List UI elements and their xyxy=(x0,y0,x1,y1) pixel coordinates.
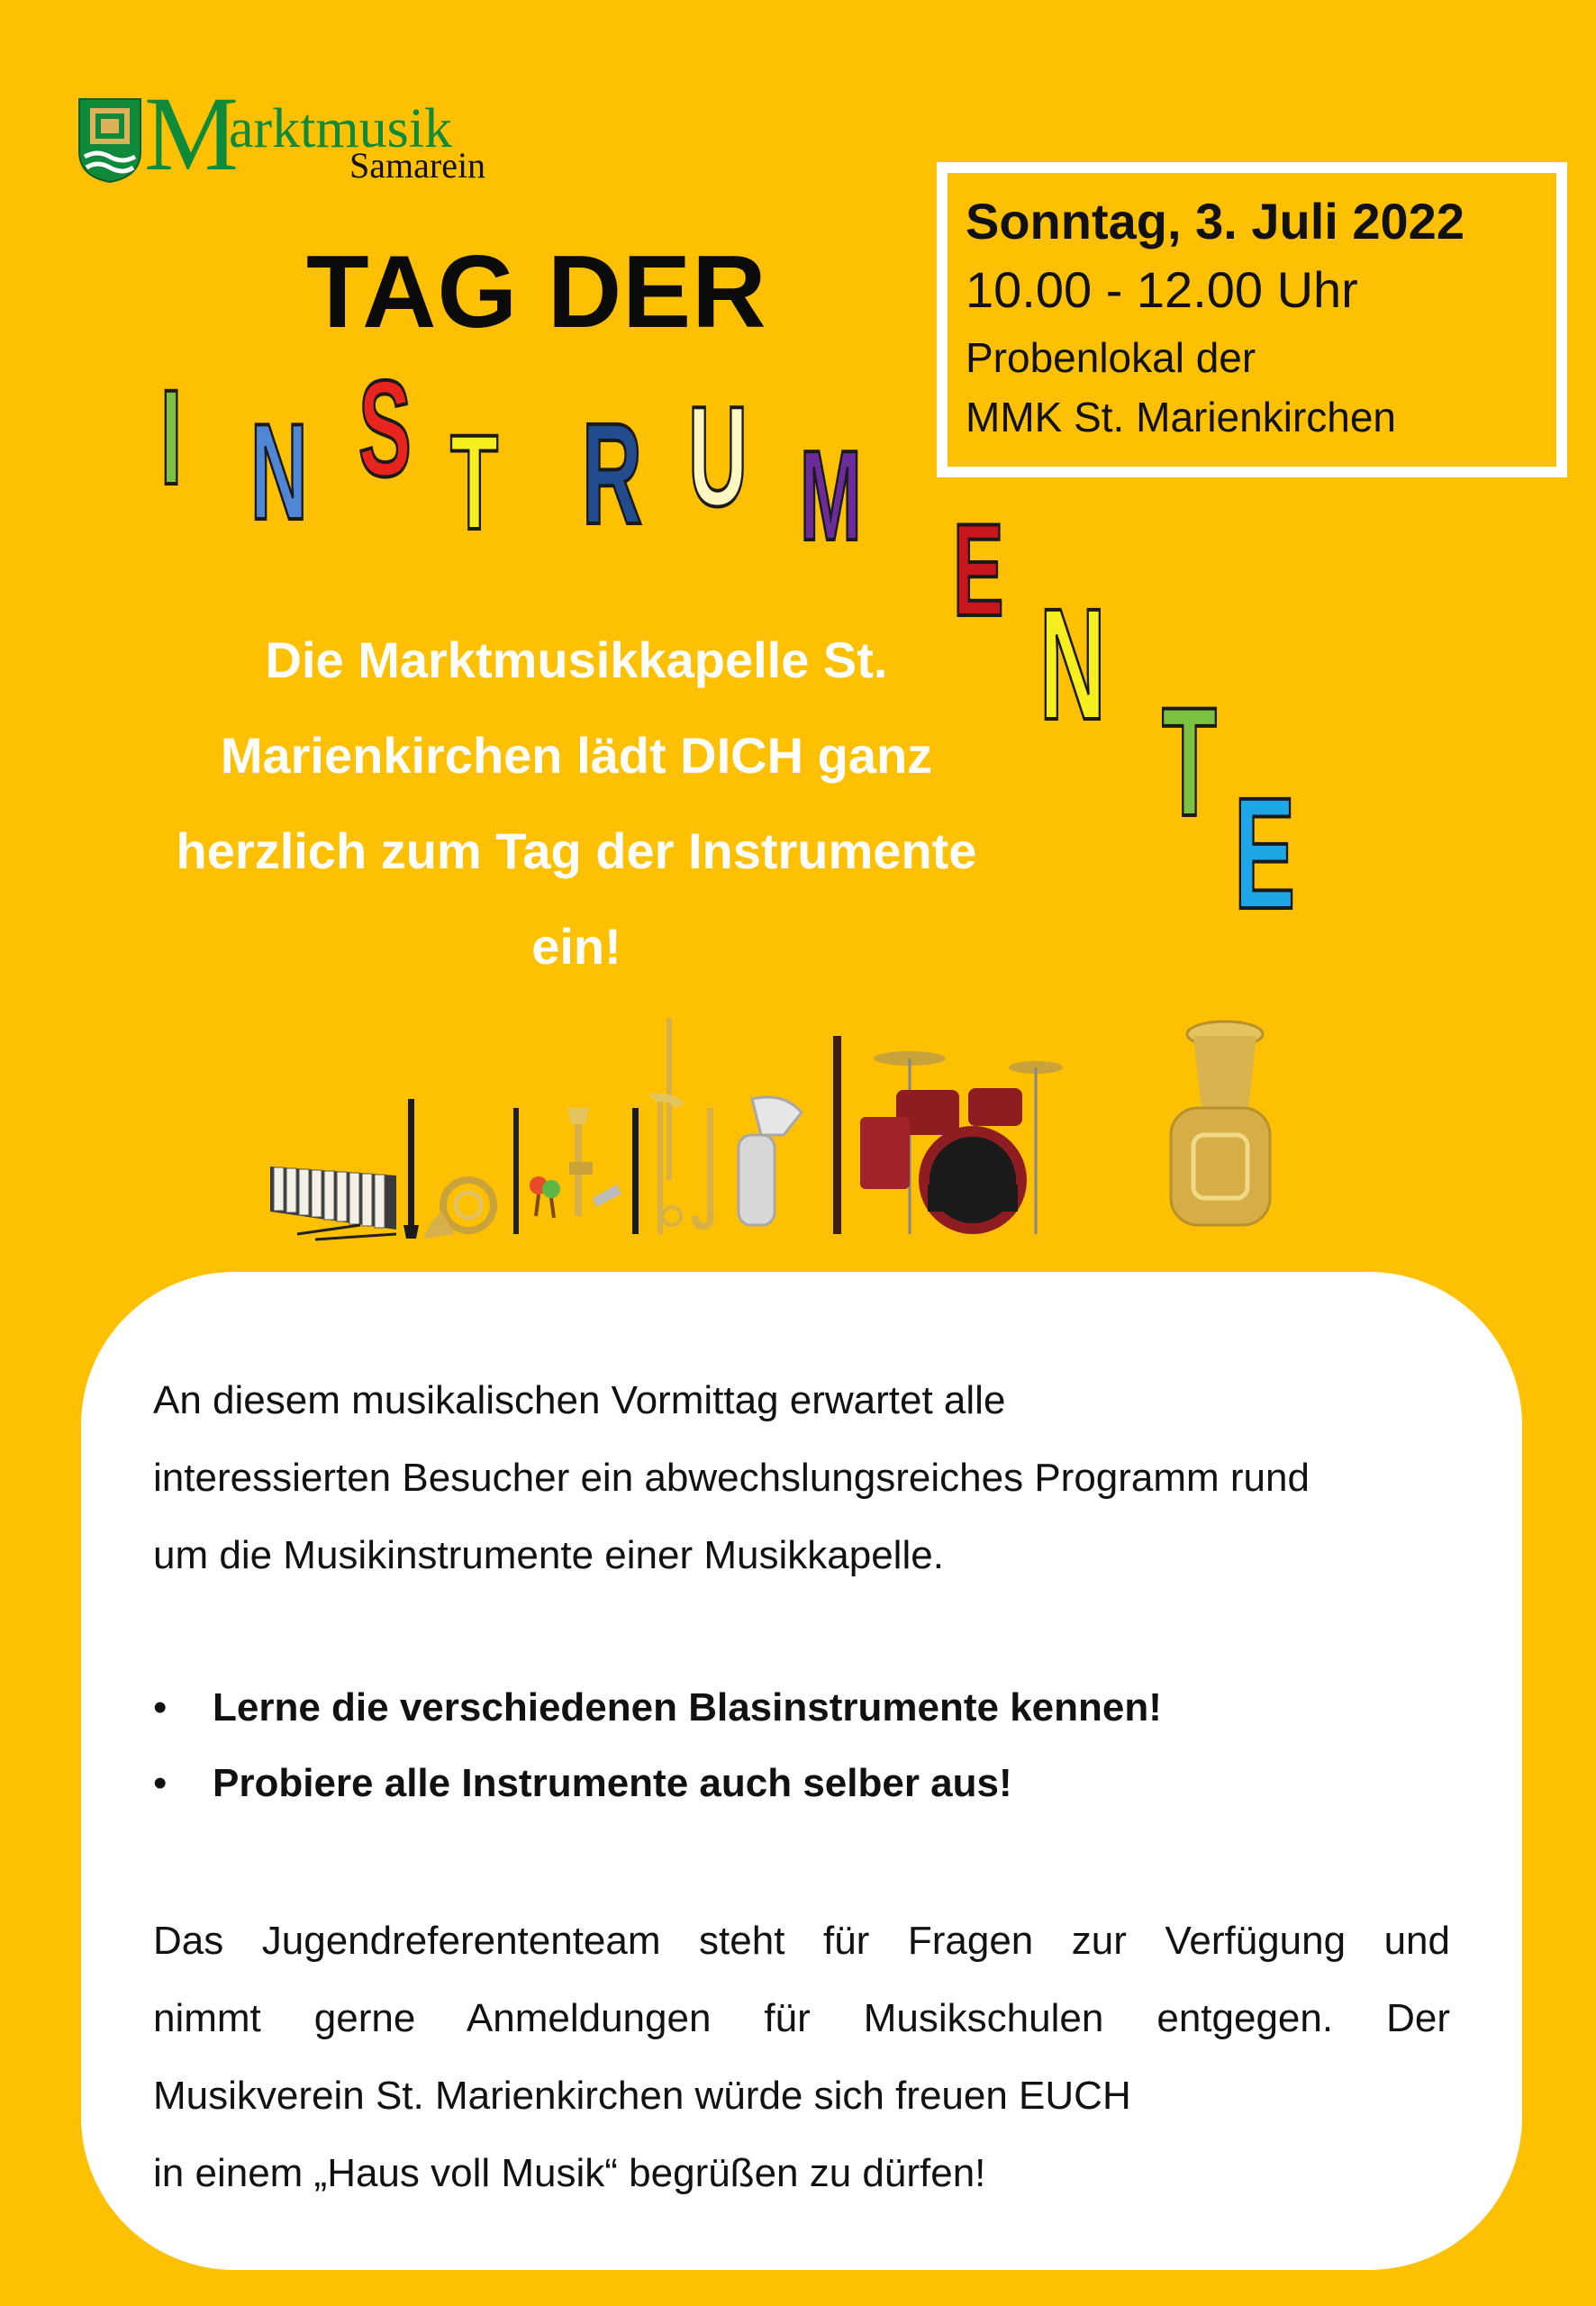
xylophone-icon xyxy=(270,1167,396,1239)
outro-line: in einem „Haus voll Musik“ begrüßen zu dürfen! xyxy=(153,2151,986,2195)
event-info-box xyxy=(937,162,1567,477)
intro-line: An diesem musikalischen Vormittag erwartet alle xyxy=(153,1378,1006,1422)
headline-letter: T xyxy=(450,406,499,558)
headline-letter: I xyxy=(160,361,183,513)
instruments-illustration xyxy=(261,1009,1279,1243)
list-item-text: Probiere alle Instrumente auch selber aus! xyxy=(213,1761,1012,1805)
euphonium-icon xyxy=(739,1097,802,1225)
event-date: Sonntag, 3. Juli 2022 xyxy=(966,193,1465,250)
clarinet-icon xyxy=(404,1099,419,1239)
trumpet-icon xyxy=(567,1108,621,1216)
headline-letter: R xyxy=(582,393,643,554)
event-venue-line1: Probenlokal der xyxy=(966,334,1256,381)
logo-initial: M xyxy=(144,75,239,193)
invitation-line: ein! xyxy=(531,918,621,975)
headline-tag-der: TAG DER xyxy=(306,235,767,350)
coat-of-arms-icon xyxy=(77,97,142,184)
bassoon-icon xyxy=(833,1036,841,1234)
invitation-text xyxy=(135,613,1018,994)
headline-letter: S xyxy=(358,352,412,505)
bass-clarinet-icon xyxy=(632,1108,639,1234)
intro-line: um die Musikinstrumente einer Musikkapelle. xyxy=(153,1533,944,1577)
outro-line: nimmt gerne Anmeldungen für Musikschulen entgegen. Der xyxy=(153,1996,1450,2040)
outro-paragraph xyxy=(153,1902,1450,2212)
maracas-icon xyxy=(530,1176,560,1218)
logo xyxy=(77,75,546,193)
headline-letter: E xyxy=(953,496,1004,643)
feature-list xyxy=(153,1670,1450,1821)
logo-subtitle: Samarein xyxy=(349,145,486,186)
french-horn-icon xyxy=(423,1180,494,1239)
headline-letter: T xyxy=(1162,676,1217,849)
headline-letter: E xyxy=(1234,766,1296,942)
invitation-line: Die Marktmusikkapelle St. xyxy=(265,631,888,688)
list-item-text: Lerne die verschiedenen Blasinstrumente kennen! xyxy=(213,1685,1162,1730)
intro-line: interessierten Besucher ein abwechslungsreiches Programm rund xyxy=(153,1456,1310,1500)
invitation-line: Marienkirchen lädt DICH ganz xyxy=(220,727,933,784)
headline-letter: N xyxy=(1039,576,1106,753)
logo-name: arktmusik xyxy=(229,98,452,159)
bullet-icon: • xyxy=(153,1761,168,1805)
tuba-icon xyxy=(1171,1021,1270,1225)
oboe-icon xyxy=(513,1108,519,1234)
headline-letter: U xyxy=(688,377,748,536)
headline-letter: N xyxy=(250,395,308,549)
event-time: 10.00 - 12.00 Uhr xyxy=(966,261,1358,318)
content-card xyxy=(81,1272,1522,2270)
bullet-icon: • xyxy=(153,1685,168,1730)
invitation-line: herzlich zum Tag der Instrumente xyxy=(176,822,977,879)
saxophone-icon xyxy=(692,1108,714,1230)
outro-line: Das Jugendreferententeam steht für Fragen zur Verfügung und xyxy=(153,1919,1450,1963)
drum-kit-icon xyxy=(860,1051,1063,1234)
headline-letter: M xyxy=(800,424,862,567)
list-item xyxy=(153,1746,1450,1821)
list-item xyxy=(153,1670,1450,1746)
outro-line: Musikverein St. Marienkirchen würde sich freuen EUCH xyxy=(153,2074,1131,2118)
trombone-icon xyxy=(648,1018,685,1234)
event-venue-line2: MMK St. Marienkirchen xyxy=(966,394,1397,440)
